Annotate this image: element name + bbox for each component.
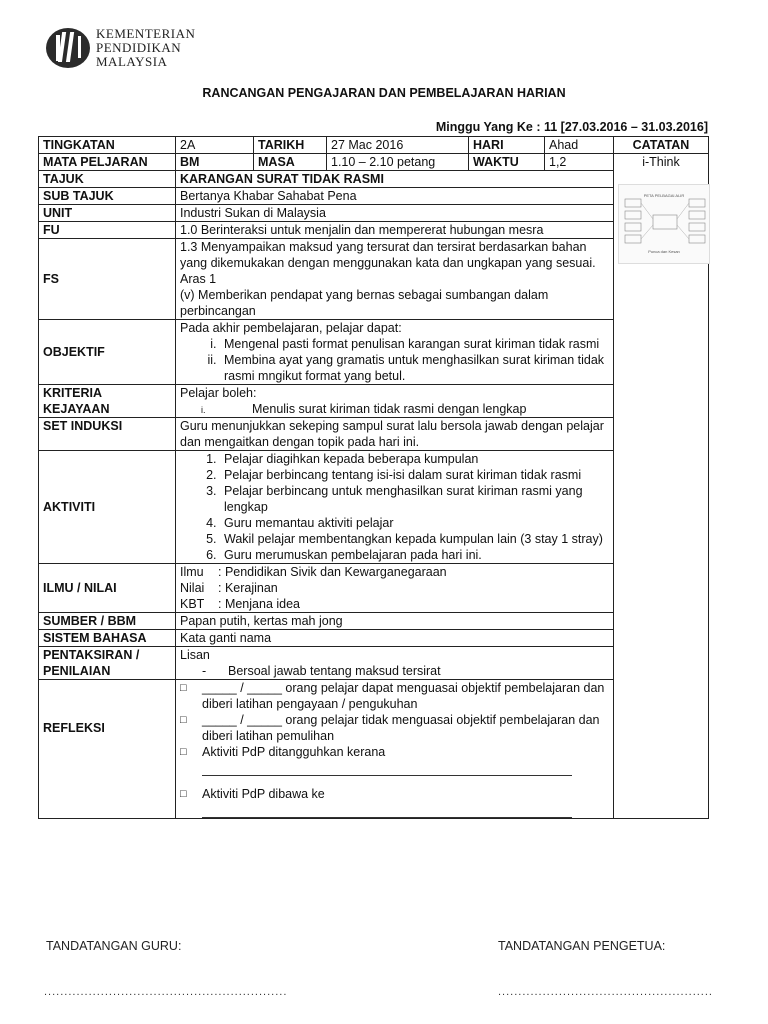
logo-line-2: PENDIDIKAN [96,40,182,55]
table-row [39,680,709,819]
table-row [39,239,709,320]
sistem-bahasa-label: SISTEM BAHASA [39,630,176,647]
week-label: Minggu Yang Ke : 11 [27.03.2016 – 31.03.2016] [435,120,708,134]
table-row [39,137,709,154]
logo-line-1: KEMENTERIAN [96,26,196,41]
refleksi-text-3: Aktiviti PdP ditangguhkan kerana [202,745,386,759]
list-item: 4. Guru memantau aktiviti pelajar [220,515,609,531]
table-row [39,171,709,188]
ithink-caption-bottom: Punca dan Kesan [648,249,680,254]
kriteria-label-1: KRITERIA [43,386,103,400]
checkbox-icon[interactable]: □ [180,746,187,758]
table-row [39,320,709,385]
fs-text-2: Aras 1 [180,272,217,286]
table-row [39,154,709,171]
list-item: i. Menulis surat kiriman tidak rasmi dengan lengkap [208,401,609,417]
pentaksiran-value [176,647,614,680]
kriteria-value [176,385,614,418]
blank-line [202,760,572,776]
refleksi-text-4: Aktiviti PdP dibawa ke [202,787,325,801]
table-row [39,222,709,239]
unit-label: UNIT [39,205,176,222]
kriteria-intro: Pelajar boleh: [180,386,257,400]
aktiviti-list [220,451,609,563]
tarikh-label: TARIKH [254,137,327,154]
pentaksiran-text-2: Bersoal jawab tentang maksud tersirat [228,664,441,678]
tingkatan-value: 2A [176,137,254,154]
ithink-caption-top: PETA PELBAGAI ALIR [643,193,685,198]
kbt-value: : Menjana idea [218,597,301,611]
list-item: 1. Pelajar diagihkan kepada beberapa kumpulan [220,451,609,467]
list-item: 5. Wakil pelajar membentangkan kepada kumpulan lain (3 stay 1 stray) [220,531,609,547]
pentaksiran-item [180,663,609,679]
ministry-emblem-icon [44,26,92,70]
tajuk-label: TAJUK [39,171,176,188]
catatan-label: CATATAN [614,137,709,154]
nilai-value: : Kerajinan [218,581,278,595]
pentaksiran-label-1: PENTAKSIRAN / [43,648,140,662]
teacher-signature-label: TANDATANGAN GURU: [46,939,182,953]
kriteria-label-2: KEJAYAAN [43,402,110,416]
kbt-line [180,596,609,612]
masa-value: 1.10 – 2.10 petang [327,154,469,171]
list-item: 6. Guru merumuskan pembelajaran pada hari ini. [220,547,609,563]
table-row [39,564,709,613]
dash-bullet: - [202,664,207,678]
sub-tajuk-label: SUB TAJUK [39,188,176,205]
waktu-value: 1,2 [545,154,614,171]
unit-value: Industri Sukan di Malaysia [176,205,614,222]
refleksi-label: REFLEKSI [39,680,176,819]
refleksi-item [180,680,609,712]
pentaksiran-label [39,647,176,680]
sumber-label: SUMBER / BBM [39,613,176,630]
fs-text-3: (v) Memberikan pendapat yang bernas sebagai sumbangan dalam perbincangan [180,288,549,318]
table-row [39,630,709,647]
aktiviti-label: AKTIVITI [39,451,176,564]
objektif-value [176,320,614,385]
kriteria-label [39,385,176,418]
set-induksi-label: SET INDUKSI [39,418,176,451]
principal-signature-label: TANDATANGAN PENGETUA: [498,939,666,953]
checkbox-icon[interactable]: □ [180,714,187,726]
mata-pelajaran-label: MATA PELJARAN [39,154,176,171]
table-row [39,418,709,451]
refleksi-item [180,744,609,760]
pentaksiran-label-2: PENILAIAN [43,664,111,678]
waktu-label: WAKTU [469,154,545,171]
catatan-cell [614,154,709,819]
table-row [39,188,709,205]
catatan-value: i-Think [642,155,680,169]
nilai-line [180,580,609,596]
checkbox-icon[interactable]: □ [180,788,187,800]
ilmu-value: : Pendidikan Sivik dan Kewarganegaraan [218,565,447,579]
ilmu-key: Ilmu [180,565,204,579]
list-item: 2. Pelajar berbincang tentang isi-isi dalam surat kiriman tidak rasmi [220,467,609,483]
fu-label: FU [39,222,176,239]
ilmu-nilai-value [176,564,614,613]
hari-value: Ahad [545,137,614,154]
refleksi-item [180,786,609,802]
objektif-list [220,336,609,384]
lesson-plan-table [38,136,709,819]
mata-pelajaran-value: BM [176,154,254,171]
pentaksiran-text-1: Lisan [180,648,210,662]
refleksi-item [180,712,609,744]
fs-text-1: 1.3 Menyampaikan maksud yang tersurat dan tersirat berdasarkan bahan yang dikemukakan dengan menggunakan kata dan ungkapan yang sesuai. [180,240,596,270]
document-title: RANCANGAN PENGAJARAN DAN PEMBELAJARAN HARIAN [202,86,566,100]
tarikh-value: 27 Mac 2016 [327,137,469,154]
list-item: 3. Pelajar berbincang untuk menghasilkan surat kiriman rasmi yang lengkap [220,483,609,515]
sub-tajuk-value: Bertanya Khabar Sahabat Pena [176,188,614,205]
ministry-logo [44,26,195,70]
ilmu-line [180,564,609,580]
checkbox-icon[interactable]: □ [180,682,187,694]
logo-line-3: MALAYSIA [96,54,168,69]
table-row [39,385,709,418]
list-item: i. Mengenal pasti format penulisan karangan surat kiriman tidak rasmi [220,336,609,352]
nilai-key: Nilai [180,581,205,595]
masa-label: MASA [254,154,327,171]
kbt-key: KBT [180,597,205,611]
list-item: ii. Membina ayat yang gramatis untuk menghasilkan surat kiriman tidak rasmi mngikut format yang betul. [220,352,609,384]
table-row [39,205,709,222]
fs-value [176,239,614,320]
table-row [39,451,709,564]
tajuk-value: KARANGAN SURAT TIDAK RASMI [176,171,614,188]
aktiviti-value [176,451,614,564]
fu-value: 1.0 Berinteraksi untuk menjalin dan mempererat hubungan mesra [176,222,614,239]
teacher-signature-line: ............................................................ [44,986,288,998]
table-row [39,613,709,630]
ilmu-nilai-label: ILMU / NILAI [39,564,176,613]
fs-label: FS [39,239,176,320]
sistem-bahasa-value: Kata ganti nama [176,630,614,647]
ithink-map-thumbnail [618,184,710,264]
sumber-value: Papan putih, kertas mah jong [176,613,614,630]
ministry-name [96,27,195,69]
tingkatan-label: TINGKATAN [39,137,176,154]
hari-label: HARI [469,137,545,154]
refleksi-text-1: _____ / _____ orang pelajar dapat menguasai objektif pembelajaran dan diberi latihan pengayaan / pengukuhan [202,681,605,711]
table-row [39,647,709,680]
set-induksi-value: Guru menunjukkan sekeping sampul surat lalu bersola jawab dengan pelajar dan mengaitkan dengan topik pada hari ini. [176,418,614,451]
principal-signature-line: ..................................................... [498,986,713,998]
objektif-label: OBJEKTIF [39,320,176,385]
refleksi-value [176,680,614,819]
refleksi-text-2: _____ / _____ orang pelajar tidak menguasai objektif pembelajaran dan diberi latihan pemulihan [202,713,600,743]
objektif-intro: Pada akhir pembelajaran, pelajar dapat: [180,321,402,335]
kriteria-list [208,401,609,417]
blank-line [202,802,572,818]
